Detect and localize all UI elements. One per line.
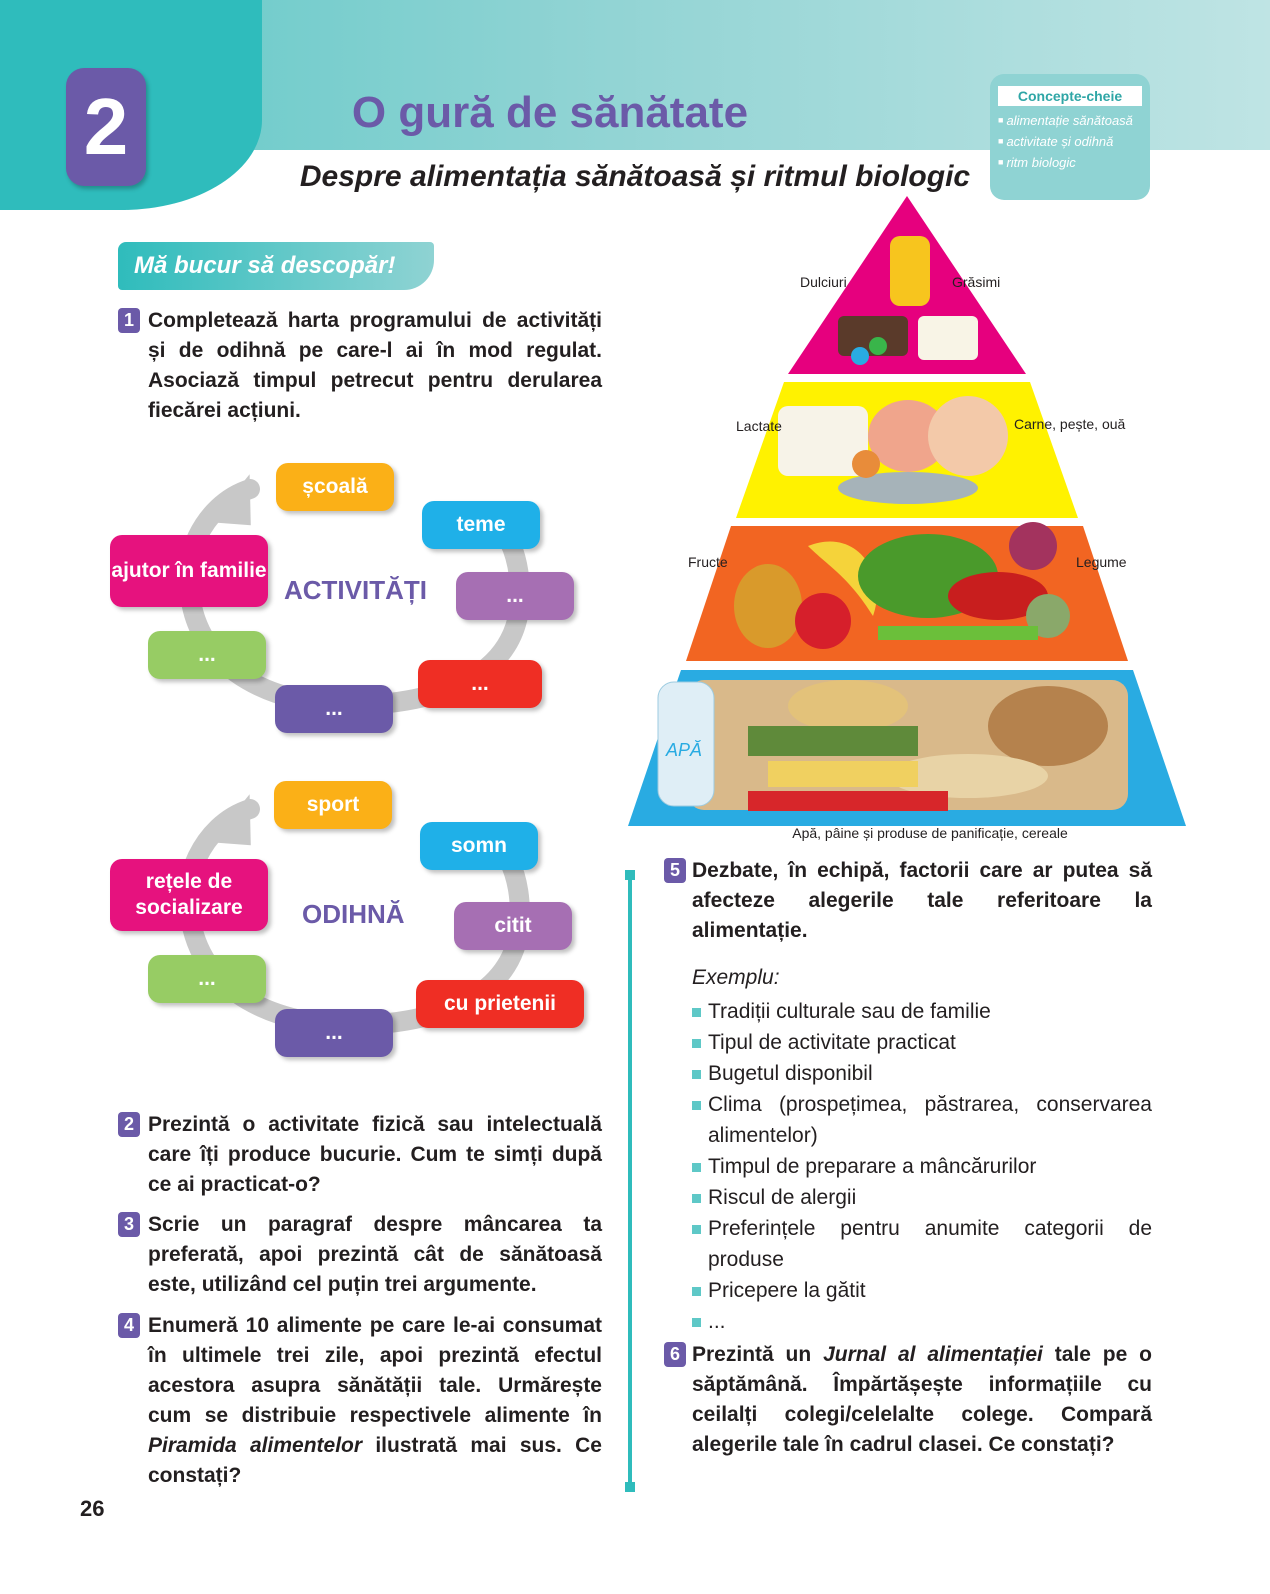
page-number: 26 bbox=[80, 1496, 105, 1521]
rest-pill-social-media: rețele de socializare bbox=[110, 859, 268, 931]
pineapple-illustration bbox=[734, 564, 802, 648]
task-1-text: Completează harta programului de activități și de odihnă pe care-l ai în mod regulat. Asociază timpul petrecut pentru derularea fiecărei acțiuni. bbox=[148, 309, 602, 422]
task-number-2: 2 bbox=[118, 1112, 140, 1137]
factor-item: Timpul de preparare a mâncărurilor bbox=[692, 1151, 1152, 1182]
task-number-4: 4 bbox=[118, 1313, 140, 1338]
task-4-text-b: ilustrată mai sus. Ce constați? bbox=[148, 1434, 602, 1487]
rest-pill-friends: cu prietenii bbox=[416, 980, 584, 1028]
factor-item: Riscul de alergii bbox=[692, 1182, 1152, 1213]
factor-item: Preferințele pentru anumite categorii de produse bbox=[692, 1213, 1152, 1275]
task-number-3: 3 bbox=[118, 1212, 140, 1237]
factor-item: Pricepere la gătit bbox=[692, 1275, 1152, 1306]
activities-cycle-title: ACTIVITĂȚI bbox=[284, 575, 427, 605]
activity-pill-blank: ... bbox=[275, 685, 393, 733]
lesson-number: 2 bbox=[66, 68, 146, 186]
water-bottle-label: APĂ bbox=[666, 740, 703, 760]
rest-pill-sleep: somn bbox=[420, 822, 538, 870]
factor-item: Bugetul disponibil bbox=[692, 1058, 1152, 1089]
task-2-text: Prezintă o activitate fizică sau intelectuală care îți produce bucurie. Cum te simți după ce ai practicat-o? bbox=[148, 1113, 602, 1196]
activity-pill-blank: ... bbox=[148, 631, 266, 679]
rest-cycle-title: ODIHNĂ bbox=[302, 899, 405, 929]
task-4-text bbox=[148, 1311, 602, 1491]
task-4-emphasis: Piramida alimentelor bbox=[148, 1434, 363, 1457]
pyramid-label-meat: Carne, pește, ouă bbox=[1014, 416, 1126, 432]
key-concept-item: ■ ritm biologic bbox=[998, 152, 1142, 173]
page-title: O gură de sănătate bbox=[351, 88, 749, 137]
task-number-6: 6 bbox=[664, 1342, 686, 1367]
oil-bottle-illustration bbox=[890, 236, 930, 306]
pyramid-label-dairy: Lactate bbox=[736, 418, 782, 434]
activity-pill-school: școală bbox=[276, 463, 394, 511]
key-concept-item: ■ activitate și odihnă bbox=[998, 131, 1142, 152]
factor-item: Tipul de activitate practicat bbox=[692, 1027, 1152, 1058]
pyramid-label-fruits: Fructe bbox=[688, 554, 728, 570]
key-concepts-list bbox=[998, 110, 1142, 173]
factor-item: ... bbox=[692, 1306, 1152, 1337]
pyramid-label-fats: Grăsimi bbox=[952, 274, 1001, 290]
page-subtitle: Despre alimentația sănătoasă și ritmul biologic bbox=[299, 160, 971, 193]
fish-illustration bbox=[838, 472, 978, 504]
rest-cycle bbox=[100, 775, 600, 1065]
pyramid-label-vegetables: Legume bbox=[1076, 554, 1127, 570]
task-4-text-a: Enumeră 10 alimente pe care le-ai consumat în ultimele trei zile, apoi prezintă efectul acestora asupra sănătății tale. Urmărește cum se distribuie respectivele alimente în bbox=[148, 1314, 602, 1427]
rest-pill-blank: ... bbox=[148, 955, 266, 1003]
rest-pill-sport: sport bbox=[274, 781, 392, 829]
activity-pill-blank: ... bbox=[456, 572, 574, 620]
factor-item: Tradiții culturale sau de familie bbox=[692, 996, 1152, 1027]
activity-pill-blank: ... bbox=[418, 660, 542, 708]
task-number-5: 5 bbox=[664, 858, 686, 883]
task-6-emphasis: Jurnal al alimentației bbox=[823, 1343, 1043, 1366]
task-6-text-b: tale pe o săptămână. Împărtășește informațiile cu ceilalți colegi/celelalte colege. Compară alegerile tale în cadrul clasei. Ce constați? bbox=[692, 1343, 1152, 1456]
rest-pill-reading: citit bbox=[454, 902, 572, 950]
task-6-text-a: Prezintă un bbox=[692, 1343, 824, 1366]
key-concepts-box bbox=[990, 74, 1150, 200]
task-6-text bbox=[692, 1340, 1152, 1460]
task-number-1: 1 bbox=[118, 308, 140, 333]
pyramid-caption: Apă, pâine și produse de panificație, cereale bbox=[792, 825, 1068, 841]
task-3-text: Scrie un paragraf despre mâncarea ta preferată, apoi prezintă cât de sănătoasă este, utilizând cel puțin trei argumente. bbox=[148, 1213, 602, 1296]
rest-pill-blank: ... bbox=[275, 1009, 393, 1057]
activity-pill-homework: teme bbox=[422, 501, 540, 549]
pyramid-label-sweets: Dulciuri bbox=[800, 274, 847, 290]
factor-item: Clima (prospețimea, păstrarea, conservarea alimentelor) bbox=[692, 1089, 1152, 1151]
task-5-text: Dezbate, în echipă, factorii care ar putea să afecteze alegerile tale referitoare la alimentație. bbox=[692, 859, 1152, 942]
key-concepts-title: Concepte-cheie bbox=[998, 86, 1142, 106]
apple-illustration bbox=[795, 593, 851, 649]
factors-list bbox=[692, 996, 1152, 1337]
section-label: Mă bucur să descopăr! bbox=[118, 242, 434, 290]
activity-pill-family-help: ajutor în familie bbox=[110, 535, 268, 607]
food-pyramid bbox=[628, 196, 1208, 846]
butter-illustration bbox=[918, 316, 978, 360]
activities-cycle bbox=[100, 455, 600, 745]
example-title: Exemplu: bbox=[692, 966, 780, 989]
right-column-divider bbox=[628, 870, 632, 1492]
key-concept-item: ■ alimentație sănătoasă bbox=[998, 110, 1142, 131]
